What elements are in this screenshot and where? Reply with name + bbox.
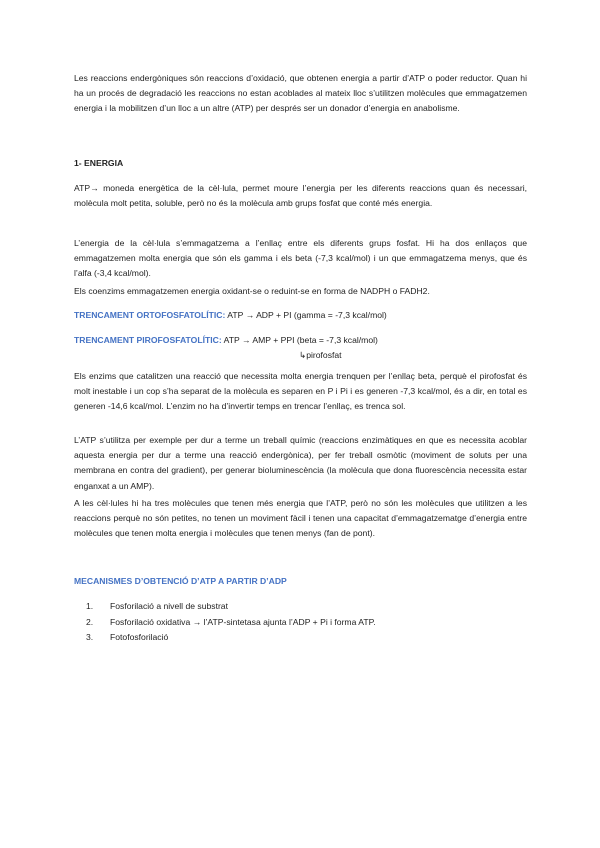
mecanismes-heading: MECANISMES D’OBTENCIÓ D’ATP A PARTIR D’ADP <box>74 576 287 586</box>
enzims-paragraph: Els enzims que catalitzen una reacció que necessita molta energia trenquen per l’enllaç beta, perquè el pirofosfat és molt inestable i un cop s’ha separat de la molècula es separen en P i Pi i es generen -7,3 kcal/mol, és a dir, en total es generen -14,6 kcal/mol. L’enzim no ha d’invertir temps en trencar l’enllaç, es trenca sol. <box>74 371 527 412</box>
ortofosfatolitic-line <box>74 308 387 323</box>
pirofosfatolitic-label: TRENCAMENT PIROFOSFATOLÍTIC: <box>74 335 222 345</box>
ortofosfatolitic-equation: ATP → ADP + PI (gamma = -7,3 kcal/mol) <box>225 310 387 320</box>
intro-paragraph: Les reaccions endergòniques són reaccions d’oxidació, que obtenen energia a partir d’ATP o poder reductor. Quan hi ha un procés de degradació les reaccions no estan acoblades al mateix lloc s’utilitzen molècules que emmagatzemen energia i la mobilitzen d’un lloc a un altre (ATP) per després ser un donador d’energia en anabolisme. <box>74 73 527 114</box>
cellules-paragraph: A les cèl·lules hi ha tres molècules que tenen més energia que l’ATP, però no són les molècules que utilitzen a les reaccions perquè no són petites, no tenen un moviment fàcil i tenen una capacitat d’emmagatzematge d’energia entre molècules que tenen molta energia i molècules que tenen menys (fan de pont). <box>74 498 527 539</box>
pirofosfatolitic-line <box>74 333 378 348</box>
enllac-paragraph: L’energia de la cèl·lula s’emmagatzema a l’enllaç entre els diferents grups fosfat. Hi ha dos enllaços que emmagatzemen molta energia que són els gamma i els beta (-7,3 kcal/mol) i un que emmagatzema menys, que és l’alfa (-3,4 kcal/mol). <box>74 238 527 279</box>
pirofosfat-annotation: ↳pirofosfat <box>299 350 342 360</box>
list-item: 3. Fotofosforilació <box>86 632 169 642</box>
mecanismes-list <box>86 599 376 646</box>
list-item: 2. Fosforilació oxidativa → l’ATP-sintetasa ajunta l’ADP + Pi i forma ATP. <box>86 616 376 627</box>
section-heading-energia: 1- ENERGIA <box>74 158 124 168</box>
atp-paragraph: ATP→ moneda energètica de la cèl·lula, permet moure l’energia per les diferents reaccions quan és necessari, molècula molt petita, soluble, però no és la molècula amb grups fosfat que conté més energia. <box>74 183 527 209</box>
list-item: 1. Fosforilació a nivell de substrat <box>86 601 228 611</box>
ortofosfatolitic-label: TRENCAMENT ORTOFOSFATOLÍTIC: <box>74 310 226 320</box>
pirofosfatolitic-equation: ATP → AMP + PPI (beta = -7,3 kcal/mol) <box>221 335 378 345</box>
usos-atp-paragraph: L’ATP s’utilitza per exemple per dur a terme un treball químic (reaccions enzimàtiques en que es necessita acoblar aquesta energia per dur a terme una reacció endergònica), per fer treball osmòtic (moviment de soluts per una membrana en contra del gradient), per generar bioluminescència (la molècula que dona fluorescència necessita estar enganxat a un AMP). <box>74 435 527 491</box>
coenzims-paragraph: Els coenzims emmagatzemen energia oxidant-se o reduint-se en forma de NADPH o FADH2. <box>74 286 430 296</box>
